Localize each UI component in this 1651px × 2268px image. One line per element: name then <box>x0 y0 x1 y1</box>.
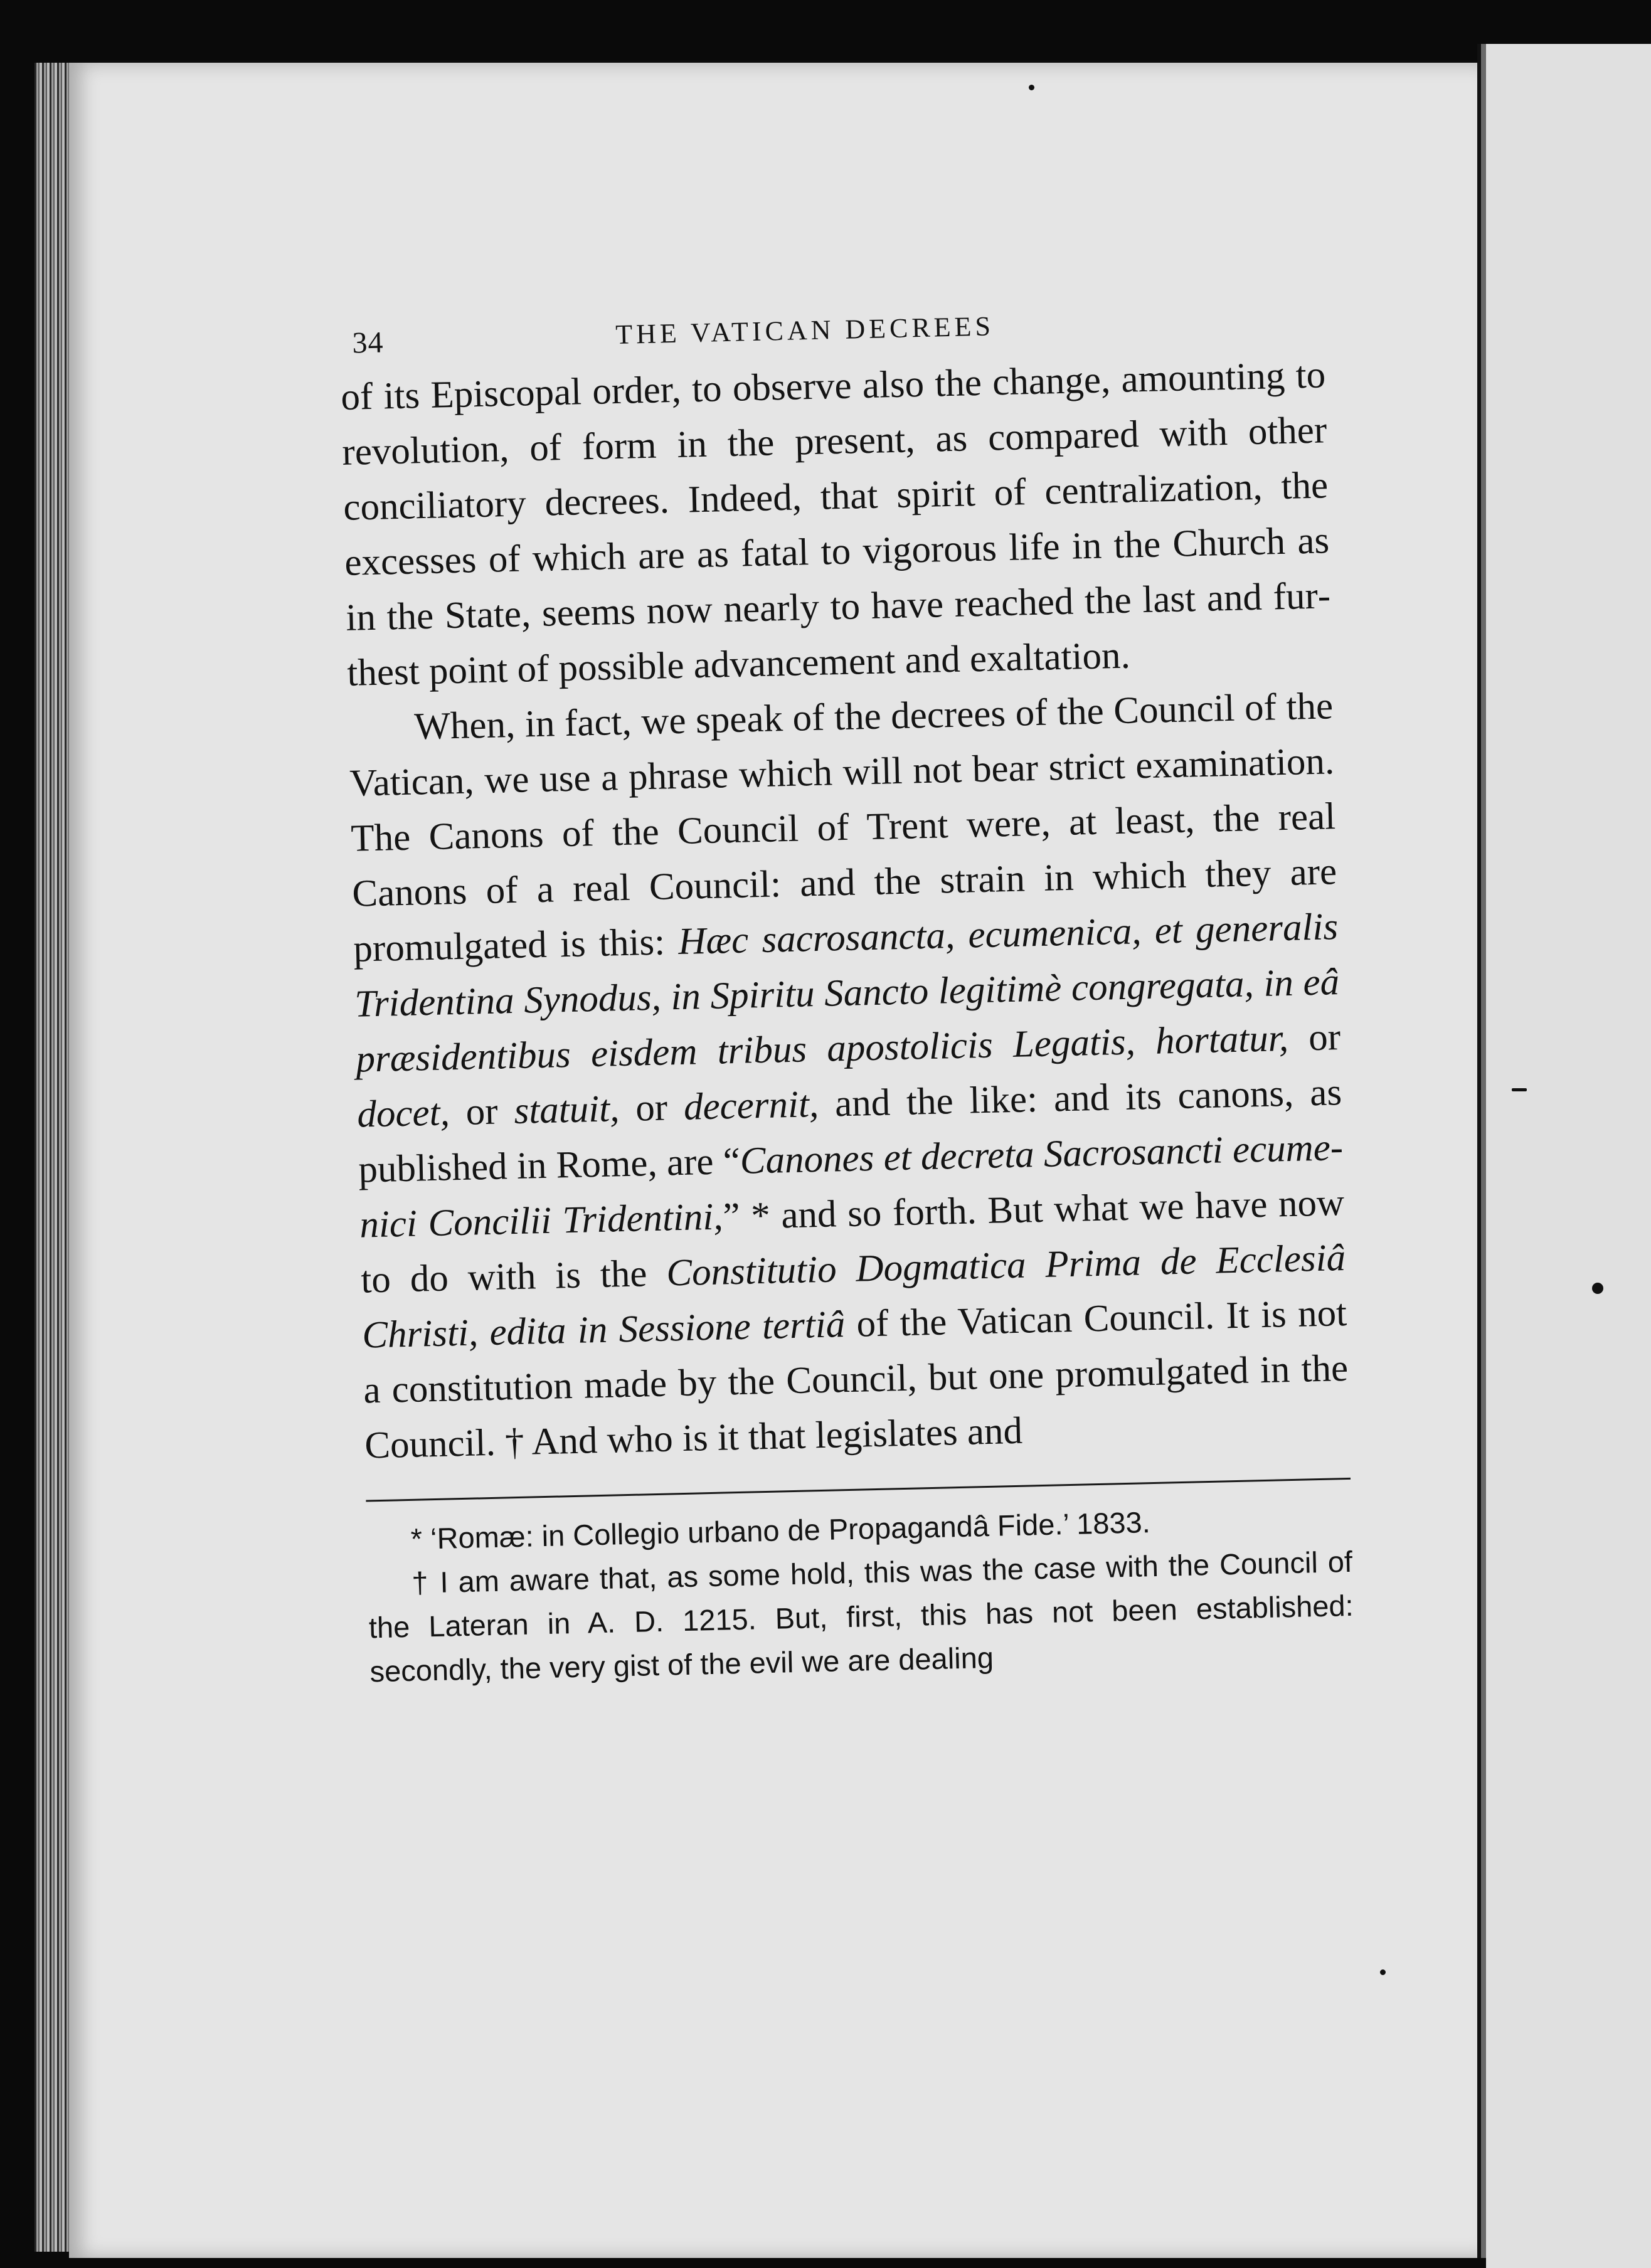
ink-speck <box>1380 1969 1386 1975</box>
latin-term: docet, <box>356 1091 450 1136</box>
latin-title: Canones et decreta Sacrosancti ecumenici Concilii Tridentini, <box>359 1126 1344 1246</box>
footnote-rule <box>366 1478 1351 1502</box>
text-run: or <box>618 1086 684 1130</box>
ink-speck <box>1592 1283 1603 1294</box>
latin-term: statuit, <box>513 1088 620 1132</box>
text-run: or <box>1288 1016 1341 1059</box>
text-run: ” * and so forth. But what we have now to do with is the <box>360 1182 1345 1301</box>
footnote-2: † I am aware that, as some hold, this was the case with the Council of the Lateran in A. D. 1215. But, first, this has not been established: secondly, the very gist of the evil we are dealing <box>368 1544 1354 1688</box>
page-content <box>339 278 1355 1693</box>
page-number: 34 <box>351 326 385 360</box>
ink-speck <box>1512 1088 1527 1091</box>
body-text <box>340 347 1350 1473</box>
latin-term: decernit, <box>683 1083 819 1128</box>
footnote-1: * ‘Romæ: in Collegio urbano de Propagandâ Fide.’ 1833. <box>410 1505 1151 1555</box>
paragraph-1: of its Episcopal order, to observe also the change, amounting to revolution, of form in the present, as compared with other conciliatory decrees. Indeed, that spirit of centralization, the excesses of which are as fatal to vigorous life in the Church as in the State, seems now nearly to have reached the last and furthest point of possible advancement and exaltation. <box>340 354 1331 694</box>
latin-quotation: Hæc sacrosancta, ecumenica, et generalis Tridentina Synodus, in Spiritu Sancto legitimè congregata, in eâ præsidentibus eisdem tribus apostolicis Legatis, hortatur, <box>354 906 1340 1081</box>
paragraph-2 <box>348 679 1350 1473</box>
running-title: THE VATICAN DECREES <box>615 310 995 350</box>
book-gutter <box>1477 44 1486 2258</box>
ink-speck <box>1029 85 1034 90</box>
text-run: or <box>449 1089 515 1134</box>
facing-page <box>1486 44 1651 2268</box>
text-run: When, in fact, we speak of the decrees of the Council of the Vatican, we use a phrase which will not bear strict examination. The Canons of the Council of Trent were, at least, the real Canons of a real Council: and the strain in which they are promulgated is this: <box>349 685 1337 970</box>
text-run: and the like: and its canons, as published in Rome, are “ <box>358 1071 1342 1191</box>
text-run: of the Vatican Council. It is not a constitution made by the Council, but one promulgated in the Council. † And who is it that legislates and <box>363 1291 1349 1467</box>
latin-title: Constitutio Dogmatica Prima de Ecclesiâ Christi, edita in Sessione tertiâ <box>361 1236 1346 1357</box>
footnotes <box>366 1496 1355 1694</box>
